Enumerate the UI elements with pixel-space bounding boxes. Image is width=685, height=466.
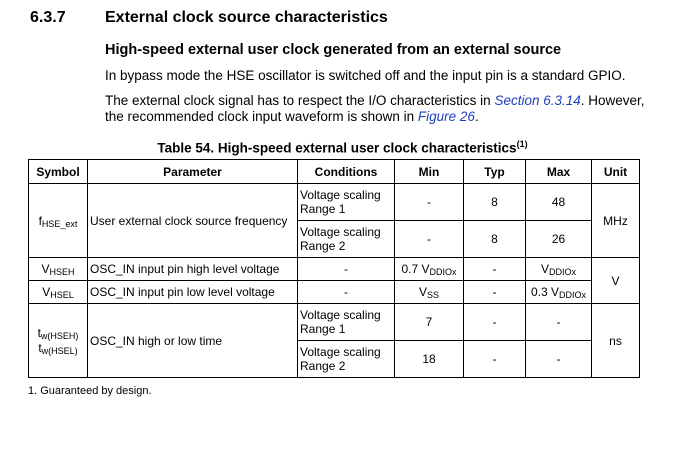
cell-min: 7 xyxy=(395,304,464,341)
cell-min: - xyxy=(395,184,464,221)
cell-max: 26 xyxy=(526,221,592,258)
symbol-stack xyxy=(31,326,85,355)
cell-symbol xyxy=(29,281,88,304)
table-caption xyxy=(0,139,685,156)
table-caption-text: Table 54. High-speed external user clock characteristics xyxy=(157,140,517,156)
cell-min xyxy=(395,258,464,281)
symbol-twhseh xyxy=(38,326,79,340)
table-row xyxy=(29,258,640,281)
value-main: 0.3 V xyxy=(530,285,560,299)
cell-unit: ns xyxy=(592,304,640,378)
section-number: 6.3.7 xyxy=(30,9,66,26)
cell-typ: - xyxy=(464,304,526,341)
cell-symbol xyxy=(29,304,88,378)
symbol-main: t xyxy=(37,326,41,340)
paragraph-text: . xyxy=(474,109,479,124)
cell-conditions: - xyxy=(298,281,395,304)
paragraph-text: The external clock signal has to respect the I/O characteristics in xyxy=(105,93,495,108)
cell-max: 48 xyxy=(526,184,592,221)
paragraph-text: . However, xyxy=(580,93,645,108)
table-row xyxy=(29,184,640,221)
cell-conditions: Voltage scaling Range 2 xyxy=(298,341,395,378)
table-row xyxy=(29,281,640,304)
header-min: Min xyxy=(395,160,464,184)
cell-max xyxy=(526,258,592,281)
section-title: External clock source characteristics xyxy=(105,9,388,26)
cell-parameter: User external clock source frequency xyxy=(88,184,298,258)
cell-max: - xyxy=(526,304,592,341)
cell-parameter: OSC_IN input pin low level voltage xyxy=(88,281,298,304)
value-main: V xyxy=(540,262,549,276)
figure-link[interactable]: Figure 26 xyxy=(417,109,475,124)
value-main: V xyxy=(418,285,427,299)
header-unit: Unit xyxy=(592,160,640,184)
cell-typ: 8 xyxy=(464,184,526,221)
symbol-main: V xyxy=(41,262,50,276)
cell-symbol xyxy=(29,184,88,258)
cell-parameter: OSC_IN high or low time xyxy=(88,304,298,378)
header-parameter: Parameter xyxy=(88,160,298,184)
cell-conditions: Voltage scaling Range 2 xyxy=(298,221,395,258)
symbol-subscript: HSEH xyxy=(49,267,75,277)
table-header-row xyxy=(29,160,640,184)
symbol-main: f xyxy=(38,213,42,228)
value-subscript: DDIOx xyxy=(429,267,457,277)
table-footnote: 1. Guaranteed by design. xyxy=(28,385,152,397)
cell-typ: 8 xyxy=(464,221,526,258)
table-row xyxy=(29,304,640,341)
cell-min: 18 xyxy=(395,341,464,378)
symbol-twhsel xyxy=(38,341,77,355)
cell-parameter: OSC_IN input pin high level voltage xyxy=(88,258,298,281)
value-subscript: DDIOx xyxy=(559,290,587,300)
cell-unit: V xyxy=(592,258,640,304)
cell-typ: - xyxy=(464,258,526,281)
header-max: Max xyxy=(526,160,592,184)
subsection-title: High-speed external user clock generated from an external source xyxy=(105,42,562,58)
symbol-subscript: w(HSEH) xyxy=(40,331,79,341)
paragraph-waveform xyxy=(105,93,665,125)
symbol-subscript: w(HSEL) xyxy=(41,346,78,356)
header-conditions: Conditions xyxy=(298,160,395,184)
symbol-subscript: HSEL xyxy=(50,290,74,300)
value-subscript: DDIOx xyxy=(549,267,576,277)
symbol-subscript: HSE_ext xyxy=(41,218,78,229)
cell-max: - xyxy=(526,341,592,378)
cell-conditions: - xyxy=(298,258,395,281)
hse-characteristics-table xyxy=(28,159,640,378)
header-typ: Typ xyxy=(464,160,526,184)
value-main: 0.7 V xyxy=(401,262,430,276)
cell-unit: MHz xyxy=(592,184,640,258)
cell-symbol xyxy=(29,258,88,281)
cell-conditions: Voltage scaling Range 1 xyxy=(298,184,395,221)
cell-conditions: Voltage scaling Range 1 xyxy=(298,304,395,341)
cell-typ: - xyxy=(464,341,526,378)
paragraph-text: the recommended clock input waveform is shown in xyxy=(105,109,418,124)
header-symbol: Symbol xyxy=(29,160,88,184)
cell-min xyxy=(395,281,464,304)
symbol-main: V xyxy=(42,285,51,299)
value-subscript: SS xyxy=(427,290,440,300)
table-caption-footnote-ref[interactable]: (1) xyxy=(516,139,528,149)
paragraph-line-1 xyxy=(105,93,665,109)
paragraph-bypass: In bypass mode the HSE oscillator is switched off and the input pin is a standard GPIO. xyxy=(105,68,626,83)
section-link[interactable]: Section 6.3.14 xyxy=(494,93,581,108)
cell-max xyxy=(526,281,592,304)
cell-typ: - xyxy=(464,281,526,304)
paragraph-line-2 xyxy=(105,109,665,125)
cell-min: - xyxy=(395,221,464,258)
symbol-main: t xyxy=(38,341,42,355)
